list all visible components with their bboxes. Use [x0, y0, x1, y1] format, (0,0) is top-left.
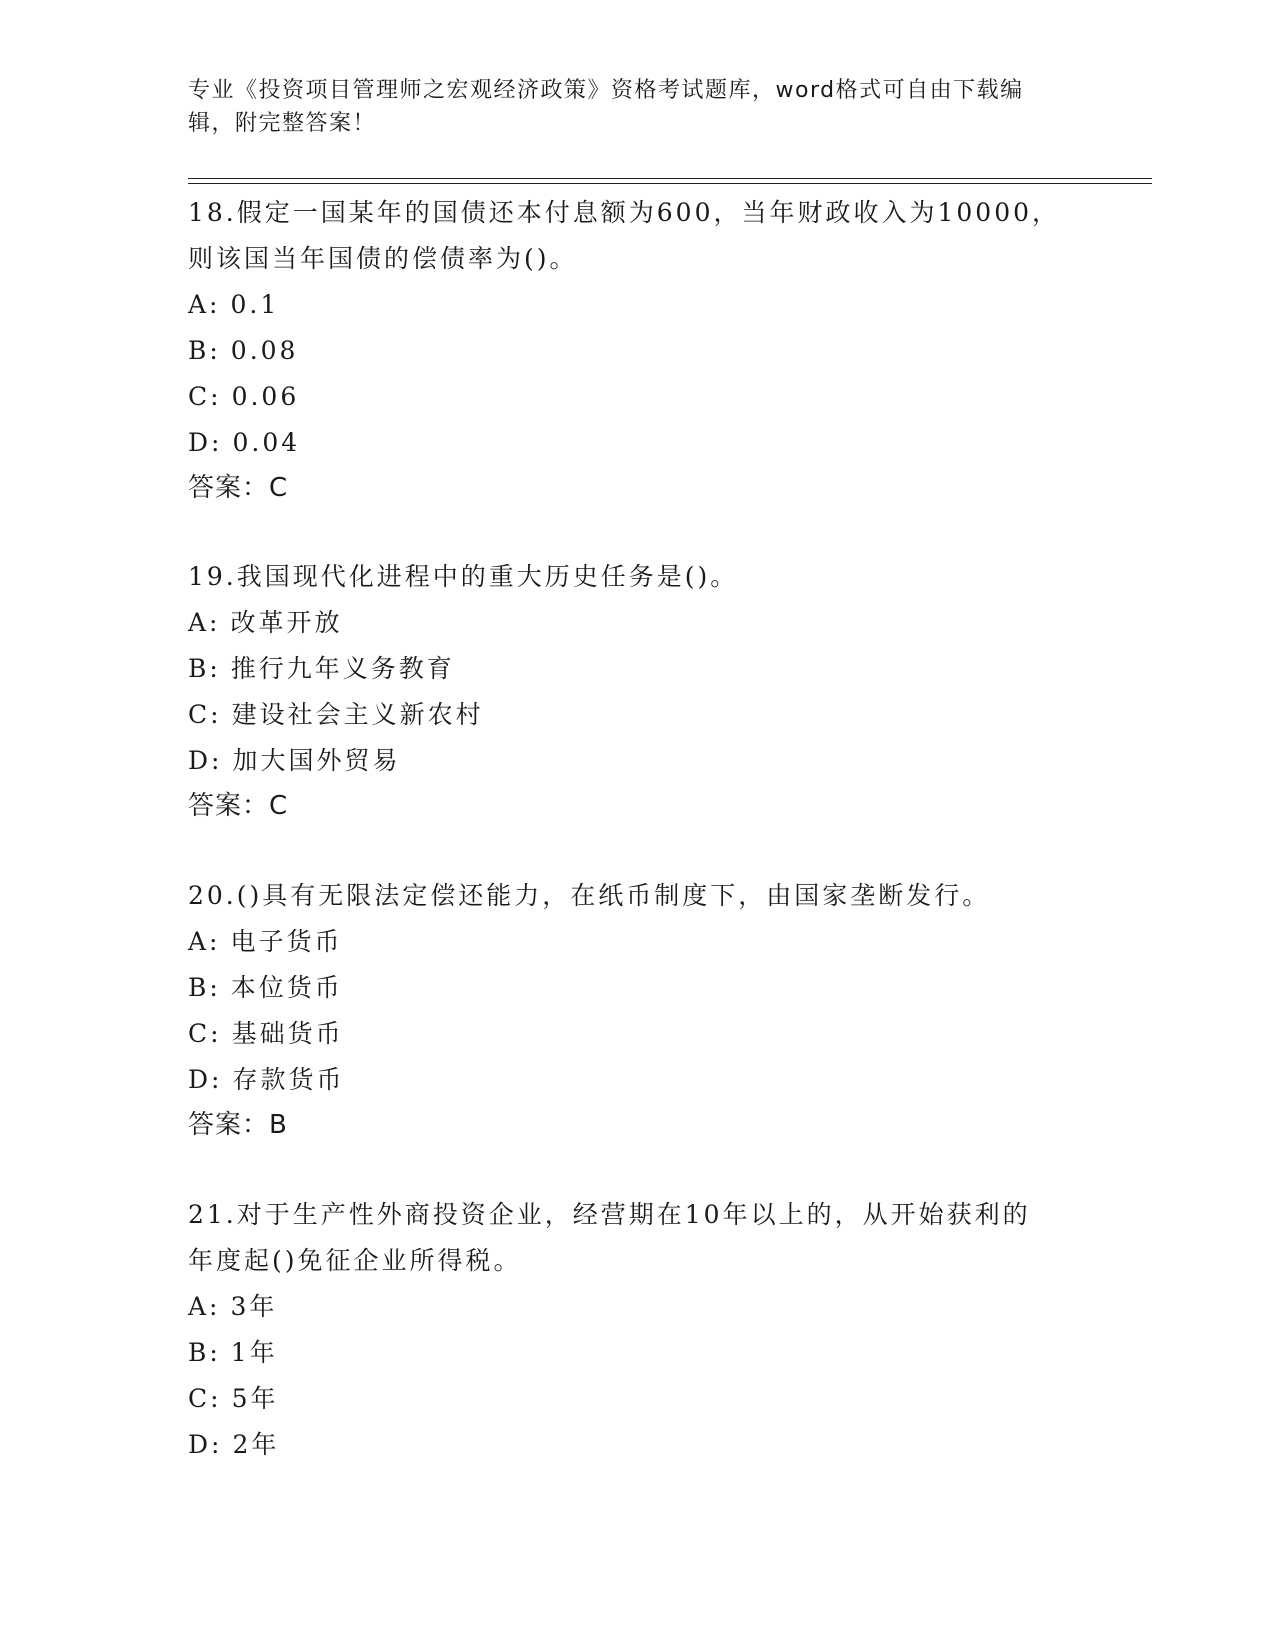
option-letter: D:	[188, 428, 223, 457]
option-text: 基础货币	[231, 1019, 344, 1048]
option-c	[188, 374, 1088, 420]
option-b	[188, 1330, 1088, 1376]
option-text: 0.06	[231, 382, 300, 411]
option-text: 改革开放	[230, 608, 343, 637]
question-text-line-2: 则该国当年国债的偿债率为()。	[188, 244, 578, 273]
question-text	[188, 190, 1088, 236]
option-letter: A:	[188, 1292, 221, 1321]
option-d	[188, 1422, 1088, 1468]
option-text: 0.04	[232, 428, 301, 457]
option-text: 推行九年义务教育	[230, 654, 455, 683]
option-a	[188, 1284, 1088, 1330]
option-text: 1年	[230, 1338, 278, 1367]
option-letter: C:	[188, 1019, 222, 1048]
option-letter: D:	[188, 1065, 223, 1094]
document-header	[188, 74, 1068, 140]
option-letter: B:	[188, 1338, 221, 1367]
question-text-line-2: 年度起()免征企业所得税。	[188, 1246, 522, 1275]
header-line-1: 专业《投资项目管理师之宏观经济政策》资格考试题库，word格式可自由下载编	[188, 78, 1024, 103]
option-b	[188, 328, 1088, 374]
option-text: 建设社会主义新农村	[231, 700, 484, 729]
option-text: 0.08	[230, 336, 299, 365]
option-d	[188, 738, 1088, 784]
question-text-line-1: 我国现代化进程中的重大历史任务是()。	[236, 562, 739, 591]
question-text-line-1: 假定一国某年的国债还本付息额为600，当年财政收入为10000，	[236, 198, 1061, 227]
answer-line: 答案：C	[188, 473, 289, 503]
option-text: 3年	[230, 1292, 278, 1321]
option-a	[188, 919, 1088, 965]
option-letter: A:	[188, 290, 221, 319]
answer-line: 答案：C	[188, 791, 289, 821]
question-20	[188, 873, 1088, 1147]
question-number: 18.	[188, 198, 237, 227]
option-letter: D:	[188, 1430, 223, 1459]
question-text	[188, 1192, 1088, 1238]
option-d	[188, 420, 1088, 466]
option-text: 2年	[232, 1430, 280, 1459]
header-divider-top	[188, 178, 1152, 179]
question-number: 21.	[188, 1200, 237, 1229]
option-b	[188, 646, 1088, 692]
option-text: 存款货币	[232, 1065, 345, 1094]
option-letter: A:	[188, 927, 221, 956]
option-text: 电子货币	[230, 927, 343, 956]
option-text: 5年	[231, 1384, 279, 1413]
option-letter: B:	[188, 654, 221, 683]
option-c	[188, 1011, 1088, 1057]
option-a	[188, 282, 1088, 328]
option-d	[188, 1057, 1088, 1103]
option-text: 0.1	[230, 290, 280, 319]
option-letter: D:	[188, 746, 223, 775]
answer-line: 答案：B	[188, 1110, 288, 1140]
header-divider-bottom	[188, 183, 1152, 184]
option-text: 加大国外贸易	[232, 746, 401, 775]
question-text-line-1: 对于生产性外商投资企业，经营期在10年以上的，从开始获利的	[236, 1200, 1031, 1229]
question-19	[188, 554, 1088, 828]
question-text	[188, 873, 1088, 919]
option-letter: C:	[188, 382, 222, 411]
option-letter: C:	[188, 700, 222, 729]
option-c	[188, 692, 1088, 738]
option-text: 本位货币	[230, 973, 343, 1002]
question-18	[188, 190, 1088, 510]
option-letter: B:	[188, 336, 221, 365]
option-c	[188, 1376, 1088, 1422]
option-letter: B:	[188, 973, 221, 1002]
option-letter: A:	[188, 608, 221, 637]
question-text	[188, 554, 1088, 600]
question-number: 19.	[188, 562, 237, 591]
option-letter: C:	[188, 1384, 222, 1413]
option-a	[188, 600, 1088, 646]
question-text-line-1: ()具有无限法定偿还能力，在纸币制度下，由国家垄断发行。	[236, 881, 991, 910]
question-number: 20.	[188, 881, 237, 910]
question-21	[188, 1192, 1088, 1468]
header-line-2: 辑，附完整答案！	[188, 111, 377, 136]
option-b	[188, 965, 1088, 1011]
